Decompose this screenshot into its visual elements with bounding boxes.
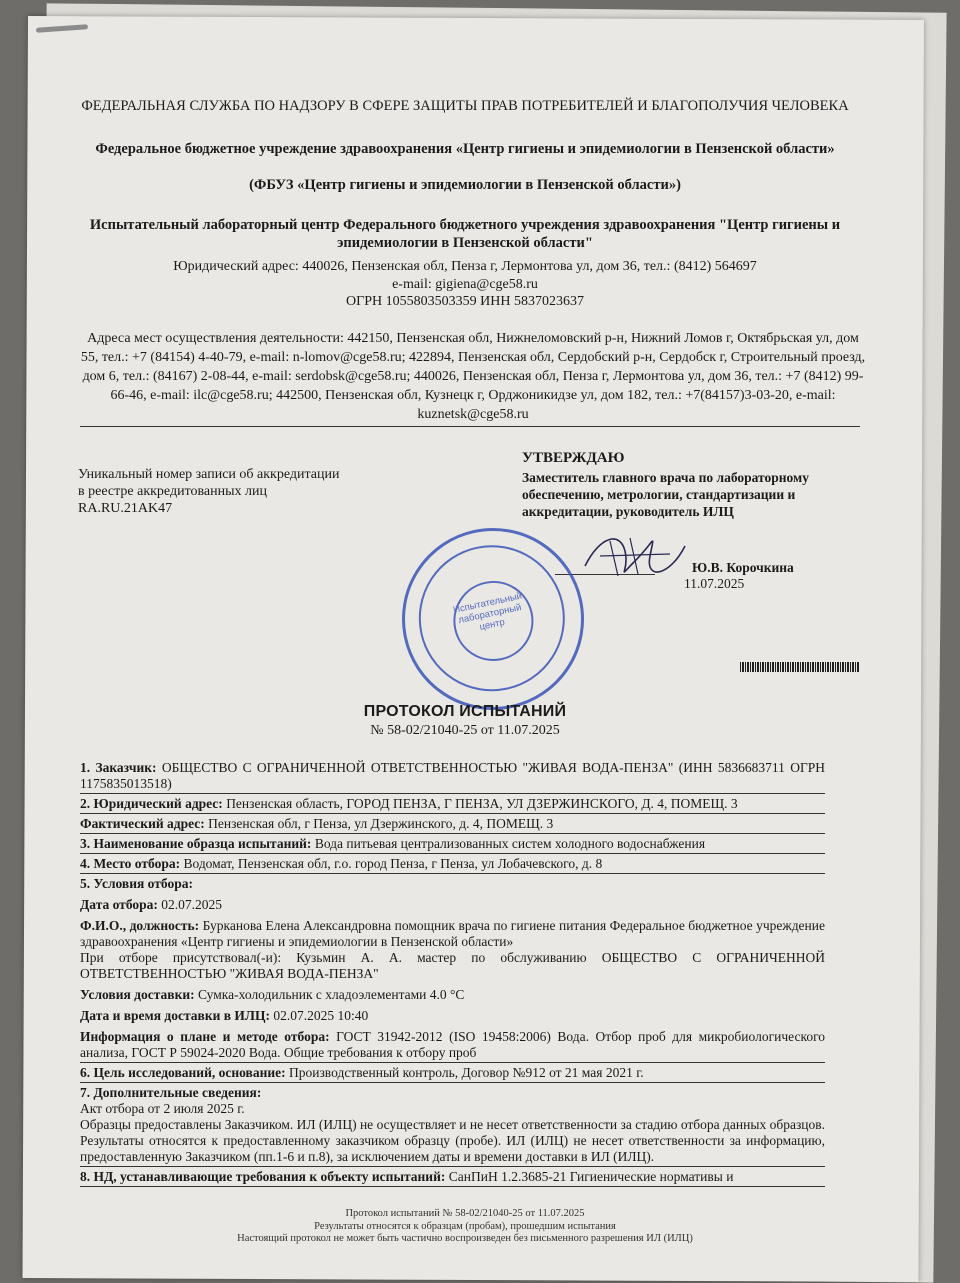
section-sample <box>80 836 825 854</box>
agency-name: ФЕДЕРАЛЬНАЯ СЛУЖБА ПО НАДЗОРУ В СФЕРЕ ЗАЩИТЫ ПРАВ ПОТРЕБИТЕЛЕЙ И БЛАГОПОЛУЧИЯ ЧЕЛОВЕКА <box>81 98 849 114</box>
actual-label: Фактический адрес: <box>80 816 205 831</box>
protocol-number: № 58-02/21040-25 от 11.07.2025 <box>370 723 560 738</box>
section-legal-address <box>80 796 825 814</box>
received-value: 02.07.2025 10:40 <box>273 1008 369 1023</box>
customer-label: 1. Заказчик: <box>80 760 157 775</box>
fio-value: Бурканова Елена Александровна помощник врача по гигиене питания Федеральное бюджетное учреждение здравоохранения «Центр гигиены и эпидемиологии в Пензенской области» <box>80 918 825 949</box>
signer-name: Ю.В. Корочкина <box>692 560 794 575</box>
purpose-value: Производственный контроль, Договор №912 от 21 мая 2021 г. <box>289 1065 644 1080</box>
date-value: 02.07.2025 <box>161 897 223 912</box>
signature-mark <box>580 526 690 586</box>
received-label: Дата и время доставки в ИЛЦ: <box>80 1008 270 1023</box>
nd-label: 8. НД, устанавливающие требования к объекту испытаний: <box>80 1169 446 1184</box>
protocol-sections <box>80 760 825 1189</box>
actual-value: Пензенская обл, г Пенза, ул Дзержинского, д. 4, ПОМЕЩ. 3 <box>208 816 554 831</box>
section-place <box>80 856 825 874</box>
approval-position: Заместитель главного врача по лабораторному обеспечению, метрологии, стандартизации и аккредитации, руководитель ИЛЦ <box>522 470 809 519</box>
section-customer <box>80 760 825 794</box>
place-label: 4. Место отбора: <box>80 856 181 871</box>
plan-value: ГОСТ 31942-2012 (ISO 19458:2006) Вода. Отбор проб для микробиологического анализа, ГОСТ Р 59024-2020 Вода. Общие требования к отбору проб <box>80 1029 826 1060</box>
org-full-name: Федеральное бюджетное учреждение здравоохранения «Центр гигиены и эпидемиологии в Пензенской области» <box>95 141 835 157</box>
legal-address-block <box>60 258 870 311</box>
footer-line1: Протокол испытаний № 58-02/21040-25 от 11.07.2025 <box>345 1208 585 1219</box>
customer-value: ОБЩЕСТВО С ОГРАНИЧЕННОЙ ОТВЕТСТВЕННОСТЬЮ "ЖИВАЯ ВОДА-ПЕНЗА" (ИНН 5836683711 ОГРН 1175835013518) <box>80 760 826 791</box>
place-value: Водомат, Пензенская обл, г.о. город Пенза, г Пенза, ул Лобачевского, д. 8 <box>183 856 603 871</box>
section-delivery <box>80 987 825 1004</box>
section-extra <box>80 1085 825 1167</box>
section-nd <box>80 1169 825 1187</box>
sample-value: Вода питьевая централизованных систем холодного водоснабжения <box>314 836 706 851</box>
accreditation-number: RA.RU.21AK47 <box>78 501 173 516</box>
accreditation-line2: в реестре аккредитованных лиц <box>78 484 267 499</box>
legal-value: Пензенская область, ГОРОД ПЕНЗА, Г ПЕНЗА, УЛ ДЗЕРЖИНСКОГО, Д. 4, ПОМЕЩ. 3 <box>226 796 738 811</box>
legal-address: Юридический адрес: 440026, Пензенская обл, Пенза г, Лермонтова ул, дом 36, тел.: (8412) 564697 <box>173 259 757 274</box>
section-date <box>80 897 825 914</box>
activity-places: Адреса мест осуществления деятельности: 442150, Пензенская обл, Нижнеломовский р-н, Нижний Ломов г, Октябрьская ул, дом 55, тел.: +7 (84154) 4-40-79, e-mail: n-lomov@cge58.ru; 422894, Пензенская обл, Сердобский р-н, Сердобск г, Строительный проезд, дом 6, тел.: (84167) 2-08-44, e-mail: serdobsk@cge58.ru; 440026, Пензенская обл, Пенза г, Лермонтова ул, дом 36, тел.: +7 (8412) 99-66-46, e-mail: ilc@cge58.ru; 442500, Пензенская обл, Кузнецк г, Орджоникидзе ул, дом 182, тел.: +7(84157)3-03-20, e-mail: kuznetsk@cge58.ru <box>80 331 866 422</box>
org-short-name: (ФБУЗ «Центр гигиены и эпидемиологии в Пензенской области») <box>249 177 681 193</box>
page-footer <box>60 1208 870 1246</box>
header-divider <box>80 426 860 427</box>
extra-label: 7. Дополнительные сведения: <box>80 1085 262 1100</box>
stamp-text: Испытательный лабораторный центр <box>452 590 523 633</box>
fio-label: Ф.И.О., должность: <box>80 918 200 933</box>
legal-label: 2. Юридический адрес: <box>80 796 223 811</box>
protocol-title: ПРОТОКОЛ ИСПЫТАНИЙ <box>363 703 567 720</box>
lab-center-name: Испытательный лабораторный центр Федерального бюджетного учреждения здравоохранения "Центр гигиены и эпидемиологии в Пензенской области" <box>89 217 841 251</box>
date-label: Дата отбора: <box>80 897 158 912</box>
section-purpose <box>80 1065 825 1083</box>
delivery-label: Условия доставки: <box>80 987 195 1002</box>
present-value: При отборе присутствовал(-и): Кузьмин А. А. мастер по обслуживанию ОБЩЕСТВО С ОГРАНИЧЕННОЙ ОТВЕТСТВЕННОСТЬЮ "ЖИВАЯ ВОДА-ПЕНЗА" <box>80 950 825 981</box>
plan-label: Информация о плане и методе отбора: <box>80 1029 330 1044</box>
footer-line3: Настоящий протокол не может быть частично воспроизведен без письменного разрешения ИЛ (ИЛЦ) <box>237 1233 693 1244</box>
sample-label: 3. Наименование образца испытаний: <box>80 836 312 851</box>
email: e-mail: gigiena@cge58.ru <box>392 276 538 292</box>
approval-head: УТВЕРЖДАЮ <box>522 450 625 466</box>
extra-line2: Образцы предоставлены Заказчиком. ИЛ (ИЛЦ) не осуществляет и не несет ответственности за стадию отбора данных образцов. Результаты относятся к предоставленному заказчиком образцу (пробе). ИЛ (ИЛЦ) не несет ответственности за информацию, предоставленную Заказчиком (пп.1-6 и п.8), за исключением даты и времени доставки в ИЛ (ИЛЦ). <box>80 1117 825 1164</box>
footer-line2: Результаты относятся к образцам (пробам), прошедшим испытания <box>314 1220 616 1232</box>
section-received <box>80 1008 825 1025</box>
extra-line1: Акт отбора от 2 июля 2025 г. <box>80 1101 245 1116</box>
section-fio <box>80 918 825 983</box>
purpose-label: 6. Цель исследований, основание: <box>80 1065 286 1080</box>
conditions-label: 5. Условия отбора: <box>80 876 193 891</box>
section-actual-address <box>80 816 825 834</box>
section-plan <box>80 1029 825 1063</box>
approval-date: 11.07.2025 <box>684 576 745 591</box>
section-conditions <box>80 876 825 893</box>
accreditation-block <box>78 466 398 517</box>
approval-block <box>522 450 862 520</box>
barcode <box>740 662 860 672</box>
ogrn-inn: ОГРН 1055803503359 ИНН 5837023637 <box>346 294 584 309</box>
nd-value: СанПиН 1.2.3685-21 Гигиенические нормативы и <box>448 1169 734 1184</box>
delivery-value: Сумка-холодильник с хладоэлементами 4.0 °С <box>198 987 465 1002</box>
accreditation-line1: Уникальный номер записи об аккредитации <box>78 467 340 482</box>
